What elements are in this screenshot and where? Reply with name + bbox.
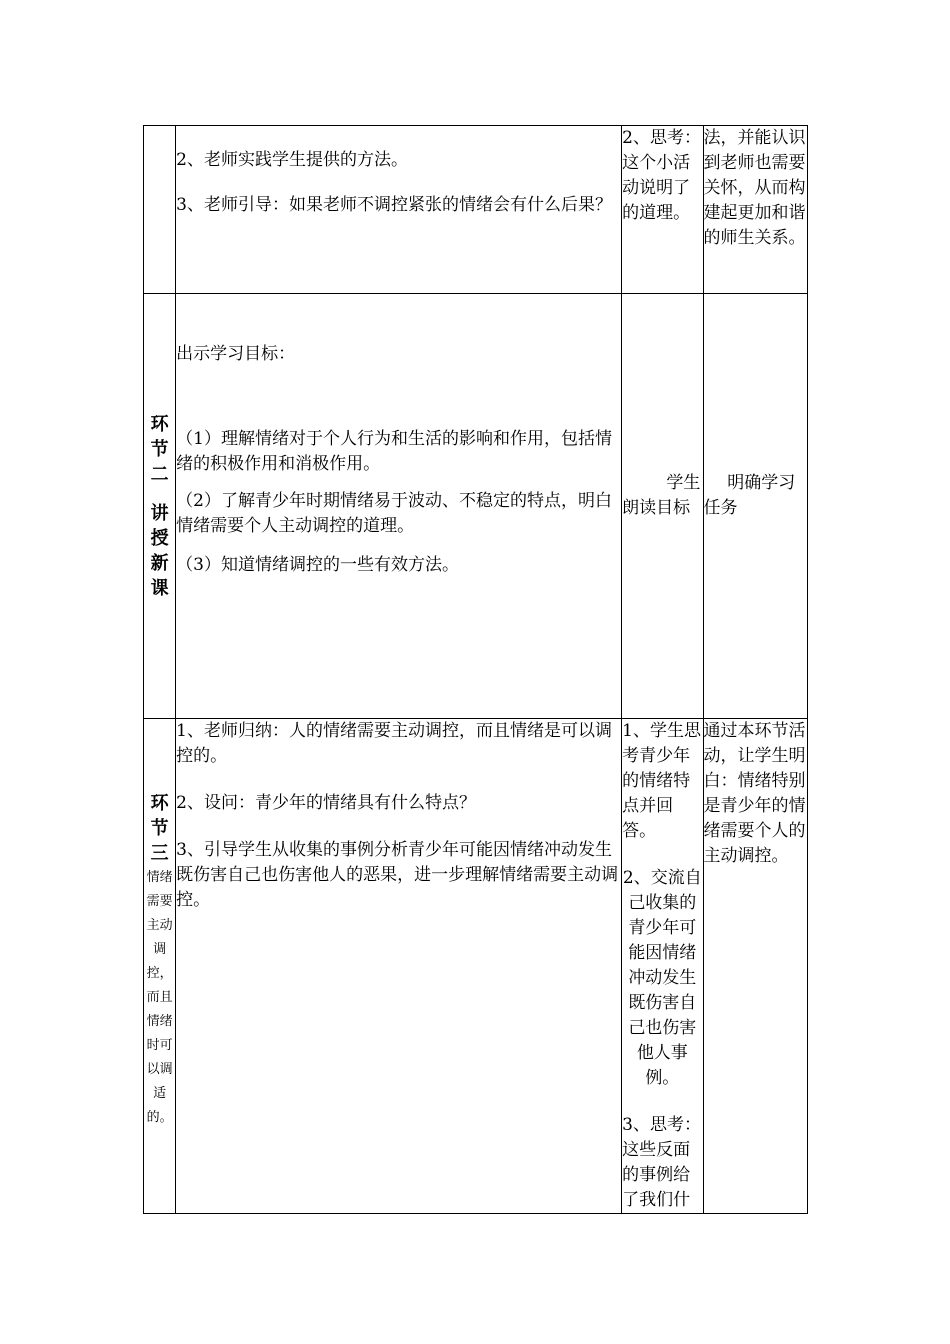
content-line: （2）了解青少年时期情绪易于波动、不稳定的特点，明白情绪需要个人主动调控的道理。 [176,491,612,536]
student-text: 1、学生思考青少年的情绪特点并回答。 [622,721,701,841]
design-intent-cell [703,294,808,719]
content-line: 出示学习目标： [176,344,296,364]
content-line: 2、老师实践学生提供的方法。 [176,150,408,170]
teacher-activity-cell [176,126,622,294]
content-line: 3、引导学生从收集的事例分析青少年可能因情绪冲动发生既伤害自己也伤害他人的恶果，进一步理解情绪需要主动调控。 [176,840,619,910]
design-intent-cell [703,719,808,1214]
stage-name: 讲授新课 [150,502,169,599]
intent-text: 通过本环节活动，让学生明白：情绪特别是青少年的情绪需要个人的主动调控。 [703,721,806,866]
student-activity-cell [622,294,703,719]
stage-cell [144,126,176,294]
student-text: 2、交流自己收集的青少年可能因情绪冲动发生既伤害自己也伤害他人事例。 [622,868,702,1088]
intent-text: 明确学习任务 [703,473,796,518]
stage-name: 情绪需要主动调控，而且情绪时可以调适的。 [146,870,173,1125]
stage-cell [144,294,176,719]
design-intent-cell [703,126,808,294]
content-line: （1）理解情绪对于个人行为和生活的影响和作用，包括情绪的积极作用和消极作用。 [176,429,612,474]
teacher-activity-cell [176,719,622,1214]
intent-text: 法，并能认识到老师也需要关怀，从而构建起更加和谐的师生关系。 [703,128,806,248]
content-line: 2、设问：青少年的情绪具有什么特点？ [176,793,476,813]
table-row [144,719,808,1214]
student-activity-cell [622,719,703,1214]
content-line: （3）知道情绪调控的一些有效方法。 [176,555,459,575]
student-text: 2、思考：这个小活动说明了的道理。 [622,128,701,223]
stage-cell [144,719,176,1214]
stage-title: 环节三 [150,793,169,864]
content-line: 1、老师归纳：人的情绪需要主动调控，而且情绪是可以调控的。 [176,721,612,766]
content-line: 3、老师引导：如果老师不调控紧张的情绪会有什么后果？ [176,195,612,215]
stage-title: 环节二 [150,413,169,485]
student-text: 学生朗读目标 [622,473,701,518]
table-row [144,126,808,294]
teacher-activity-cell [176,294,622,719]
lesson-plan-table [143,125,808,1214]
student-text: 3、思考：这些反面的事例给了我们什 [622,1115,701,1210]
student-activity-cell [622,126,703,294]
table-row [144,294,808,719]
